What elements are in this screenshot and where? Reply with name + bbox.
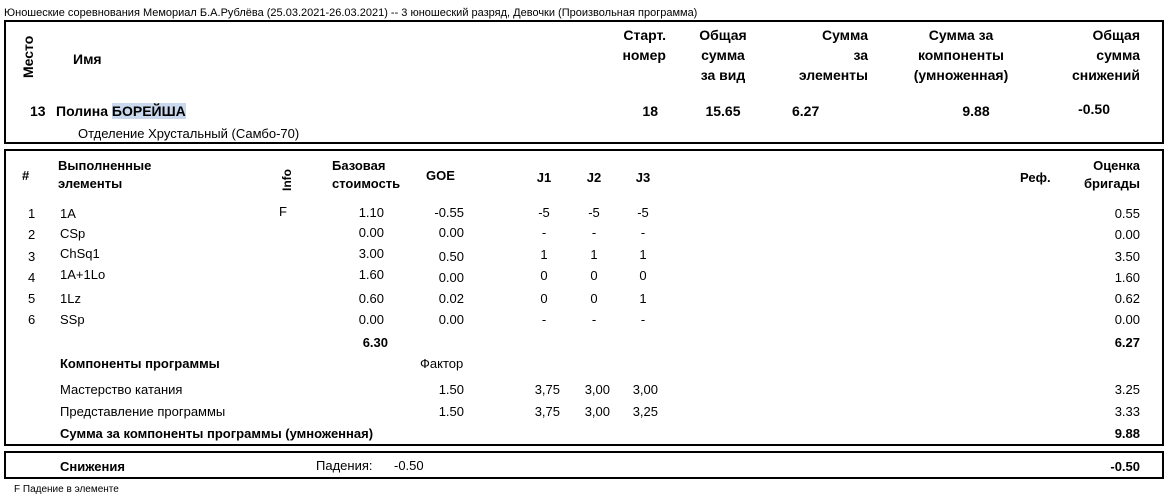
component-factor: 1.50	[438, 382, 464, 397]
elements-base-total: 6.30	[362, 335, 388, 350]
deductions-total: -0.50	[1110, 459, 1140, 474]
num-header: #	[22, 168, 30, 183]
element-j3: 1	[639, 291, 647, 306]
elements-sum-header: Сумма за элементы	[798, 27, 868, 83]
total-header: Общая сумма за вид	[699, 27, 747, 83]
element-goe: 0.02	[438, 291, 464, 306]
element-name: 1Lz	[60, 291, 81, 306]
element-j1: 1	[540, 247, 548, 262]
component-score: 3.25	[1114, 382, 1140, 397]
element-num: 6	[28, 312, 36, 327]
element-score: 0.00	[1114, 227, 1140, 242]
element-name: CSp	[60, 226, 86, 241]
element-j3: -	[640, 312, 646, 327]
components-header: Компоненты программы	[60, 356, 220, 371]
element-name: 1A	[60, 206, 76, 221]
component-name: Представление программы	[60, 404, 226, 419]
element-base: 0.00	[358, 225, 384, 240]
element-num: 2	[28, 227, 36, 242]
goe-header: GOE	[426, 168, 455, 183]
element-j3: 0	[639, 268, 647, 283]
element-num: 1	[28, 206, 36, 221]
element-name: 1A+1Lo	[60, 267, 106, 282]
skater-name	[56, 103, 186, 119]
component-j2: 3,00	[584, 404, 610, 419]
skater-first-name: Полина	[56, 103, 109, 119]
element-base: 0.00	[358, 312, 384, 327]
skater-club: Отделение Хрустальный (Самбо-70)	[78, 126, 300, 141]
element-name: SSp	[60, 312, 85, 327]
element-j1: -	[541, 312, 547, 327]
element-base: 1.60	[358, 267, 384, 282]
component-j2: 3,00	[584, 382, 610, 397]
element-score: 0.62	[1114, 291, 1140, 306]
skater-deductions: -0.50	[1078, 101, 1110, 117]
element-goe: 0.00	[438, 270, 464, 285]
element-score: 0.55	[1114, 206, 1140, 221]
element-num: 4	[28, 270, 36, 285]
element-score: 3.50	[1114, 249, 1140, 264]
element-j3: 1	[639, 247, 647, 262]
element-goe: 0.00	[438, 225, 464, 240]
element-score: 0.00	[1114, 312, 1140, 327]
element-num: 3	[28, 249, 36, 264]
element-goe: 0.50	[438, 249, 464, 264]
start-no-header: Старт. номер	[622, 27, 666, 63]
element-base: 0.60	[358, 291, 384, 306]
element-j1: 0	[540, 268, 548, 283]
component-j1: 3,75	[534, 404, 560, 419]
component-factor: 1.50	[438, 404, 464, 419]
competition-title: Юношеские соревнования Мемориал Б.А.Рублёва (25.03.2021-26.03.2021) -- 3 юношеский разряд, Девочки (Произвольная программа)	[4, 7, 698, 19]
score-header: Оценка бригады	[1084, 158, 1140, 191]
executed-header: Выполненные элементы	[58, 158, 152, 191]
element-j1: 0	[540, 291, 548, 306]
components-total-label: Сумма за компоненты программы (умноженная)	[60, 426, 374, 441]
place-header: Место	[20, 35, 36, 78]
info-header: Info	[280, 169, 294, 191]
element-base: 3.00	[358, 246, 384, 261]
footnote: F Падение в элементе	[14, 484, 119, 495]
elements-score-total: 6.27	[1114, 335, 1140, 350]
element-num: 5	[28, 291, 36, 306]
falls-label: Падения:	[316, 458, 373, 473]
element-j2: -5	[588, 205, 600, 220]
elements-box	[4, 149, 1164, 446]
components-total-score: 9.88	[1114, 426, 1140, 441]
skater-components-sum: 9.88	[962, 103, 990, 119]
j2-header: J2	[586, 170, 602, 185]
component-j1: 3,75	[534, 382, 560, 397]
component-j3: 3,00	[632, 382, 658, 397]
skater-header-box	[4, 20, 1164, 144]
name-header: Имя	[73, 51, 102, 67]
element-name: ChSq1	[60, 246, 100, 261]
j3-header: J3	[635, 170, 651, 185]
deductions-box	[4, 451, 1164, 479]
component-name: Мастерство катания	[60, 382, 183, 397]
element-j1: -5	[538, 205, 550, 220]
element-j2: 0	[590, 291, 598, 306]
element-score: 1.60	[1114, 270, 1140, 285]
component-j3: 3,25	[632, 404, 658, 419]
factor-header: Фактор	[420, 356, 464, 371]
element-goe: -0.55	[434, 205, 464, 220]
deductions-header: Общая сумма снижений	[1071, 27, 1140, 83]
element-j2: -	[591, 312, 597, 327]
skater-start-no: 18	[642, 103, 658, 119]
skater-place: 13	[30, 103, 46, 119]
element-base: 1.10	[358, 205, 384, 220]
element-j2: 1	[590, 247, 598, 262]
skater-last-name: БОРЕЙША	[111, 103, 186, 119]
skater-elements-sum: 6.27	[792, 103, 820, 119]
element-j3: -	[640, 225, 646, 240]
element-goe: 0.00	[438, 312, 464, 327]
j1-header: J1	[536, 170, 552, 185]
element-j2: 0	[590, 268, 598, 283]
components-sum-header: Сумма за компоненты (умноженная)	[913, 27, 1009, 83]
skater-total: 15.65	[705, 103, 741, 119]
element-j1: -	[541, 225, 547, 240]
element-j2: -	[591, 225, 597, 240]
element-j3: -5	[637, 205, 649, 220]
ref-header: Реф.	[1020, 170, 1051, 185]
deductions-label: Снижения	[60, 459, 125, 474]
element-info: F	[279, 204, 287, 219]
falls-value: -0.50	[394, 458, 424, 473]
component-score: 3.33	[1114, 404, 1140, 419]
base-header: Базовая стоимость	[332, 158, 401, 191]
